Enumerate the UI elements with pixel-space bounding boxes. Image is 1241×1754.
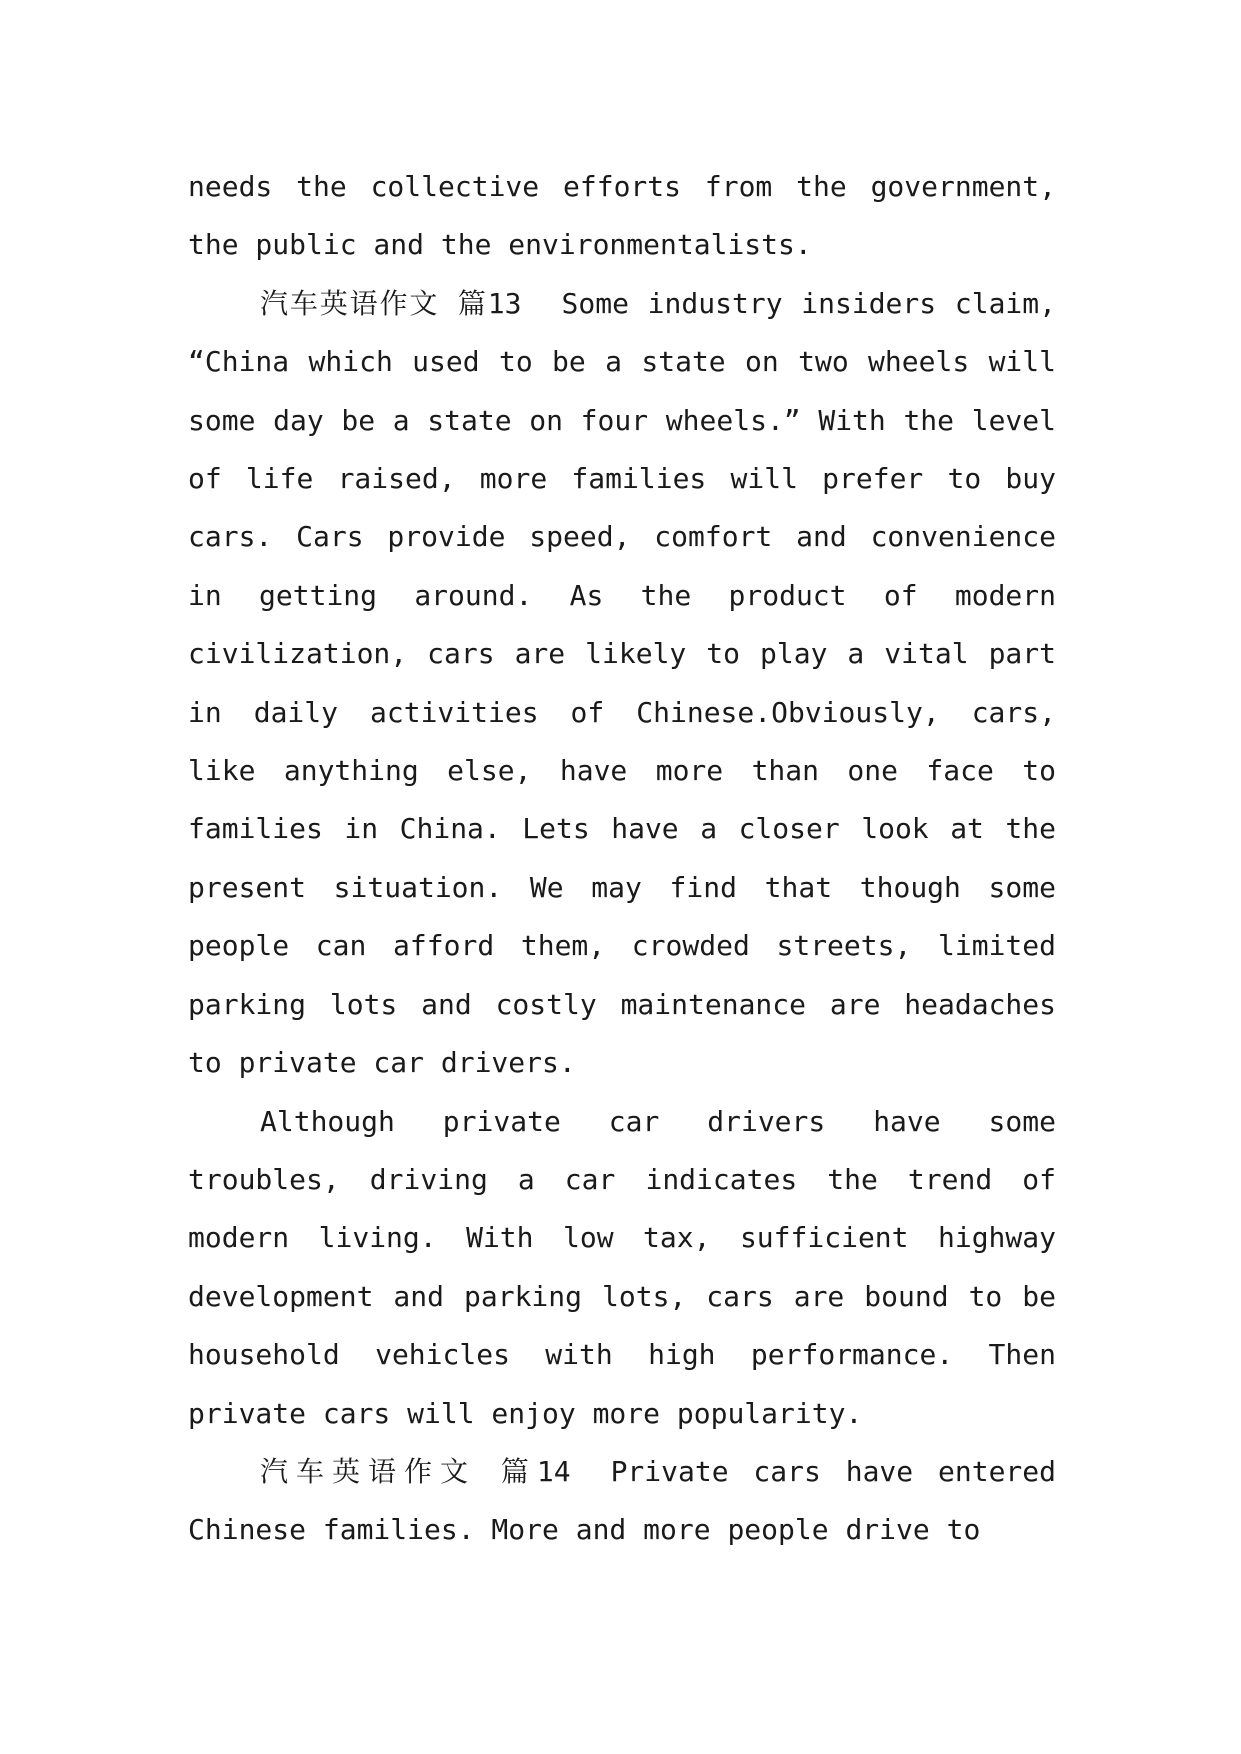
essay-heading: 汽车英语作文 篇13 [260,286,522,320]
paragraph-text: needs the collective efforts from the government, the public and the environmentalists. [188,170,1056,262]
paragraph-text: Although private car drivers have some troubles, driving a car indicates the trend of modern living. With low tax, sufficient highway development and parking lots, cars are bound to be household vehicles with high performance. Then private cars will enjoy more popularity. [188,1104,1056,1430]
paragraph-conclusion [188,1093,1056,1443]
paragraph-text: Private cars have entered Chinese families. More and more people drive to [188,1454,1056,1547]
document-body [188,158,1056,1560]
paragraph-text: Some industry insiders claim, “China which used to be a state on two wheels will some day be a state on four wheels.” With the level of life raised, more families will prefer to buy cars. Cars provide speed, comfort and convenience in getting around. As the product of modern civilization, cars are likely to play a vital part in daily activities of Chinese.Obviously, cars, like anything else, have more than one face to families in China. Lets have a closer look at the present situation. We may find that though some people can afford them, crowded streets, limited parking lots and costly maintenance are headaches to private car drivers. [188,286,1057,1080]
essay-heading: 汽车英语作文 篇14 [260,1454,571,1488]
paragraph-essay-13 [188,275,1056,1093]
paragraph-continuation [188,158,1056,275]
paragraph-essay-14 [188,1443,1056,1560]
